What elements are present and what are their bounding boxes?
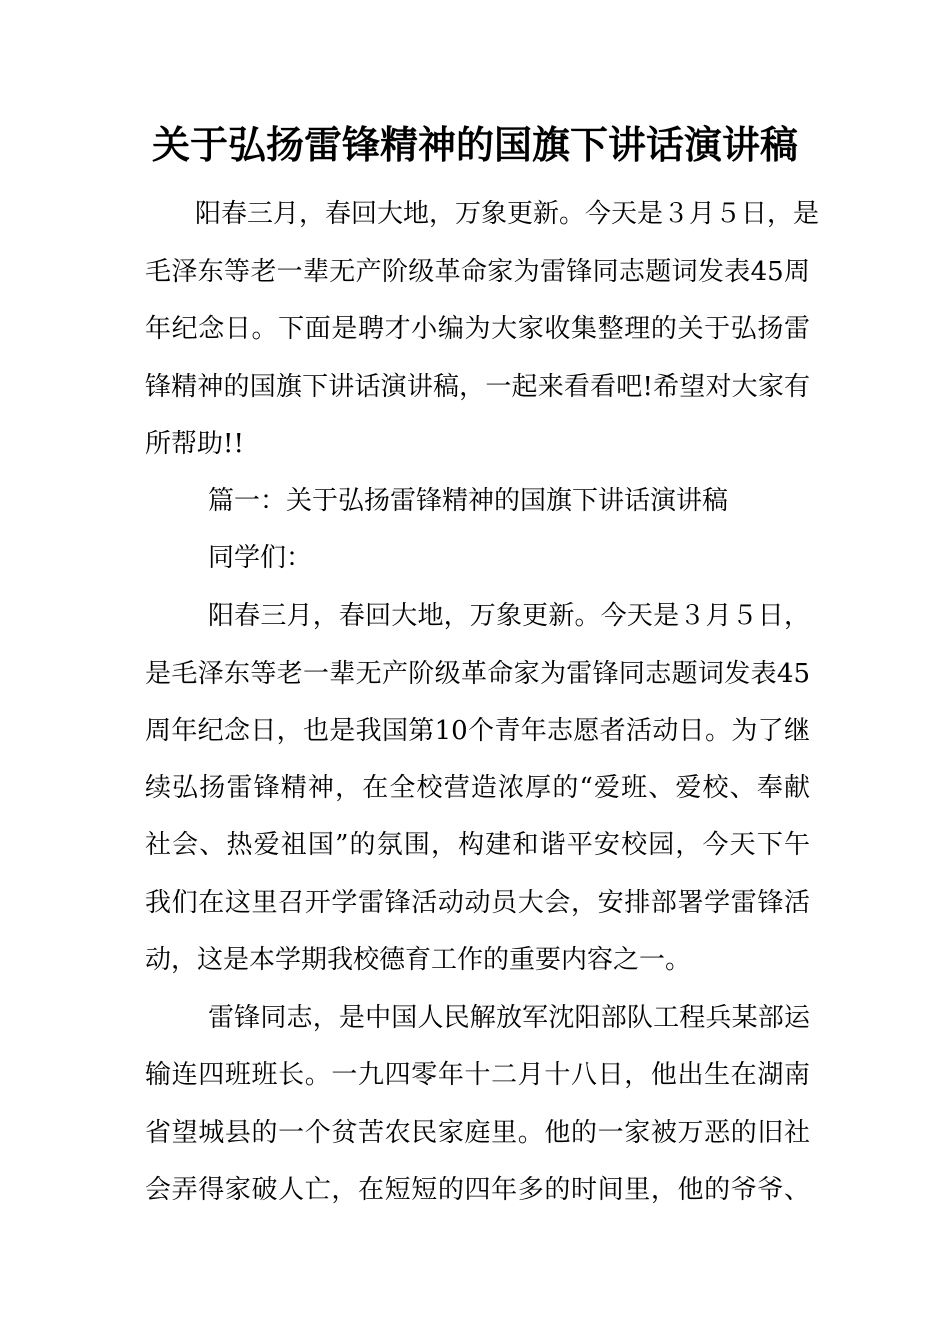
paragraph-1-line-1: 阳春三月，春回大地，万象更新。今天是３月５日，是: [195, 199, 820, 229]
paragraph-3-line-1: 雷锋同志，是中国人民解放军沈阳部队工程兵某部运: [208, 1003, 810, 1033]
paragraph-2-line-1: 阳春三月，春回大地，万象更新。今天是３月５日，: [208, 601, 810, 631]
paragraph-2-line-4: 续弘扬雷锋精神，在全校营造浓厚的“爱班、爱校、奉献: [145, 773, 810, 803]
salutation: 同学们：: [208, 543, 313, 573]
paragraph-1-line-3: 年纪念日。下面是聘才小编为大家收集整理的关于弘扬雷: [145, 314, 810, 344]
paragraph-2-line-7: 动，这是本学期我校德育工作的重要内容之一。: [145, 945, 692, 975]
paragraph-1-line-2: 毛泽东等老一辈无产阶级革命家为雷锋同志题词发表45周: [145, 257, 810, 287]
paragraph-2-line-2: 是毛泽东等老一辈无产阶级革命家为雷锋同志题词发表45: [145, 659, 810, 689]
paragraph-1-line-4: 锋精神的国旗下讲话演讲稿，一起来看看吧!希望对大家有: [145, 372, 810, 402]
paragraph-2-line-3: 周年纪念日，也是我国第10个青年志愿者活动日。为了继: [145, 716, 810, 746]
paragraph-3-line-2: 输连四班班长。一九四零年十二月十八日，他出生在湖南: [145, 1060, 810, 1090]
document-title: 关于弘扬雷锋精神的国旗下讲话演讲稿: [151, 123, 798, 167]
paragraph-2-line-6: 我们在这里召开学雷锋活动动员大会，安排部署学雷锋活: [145, 888, 810, 918]
section-heading: 篇一：关于弘扬雷锋精神的国旗下讲话演讲稿: [208, 486, 729, 516]
paragraph-3-line-3: 省望城县的一个贫苦农民家庭里。他的一家被万恶的旧社: [145, 1118, 810, 1148]
paragraph-2-line-5: 社会、热爱祖国”的氛围，构建和谐平安校园，今天下午: [145, 830, 810, 860]
paragraph-1-line-5: 所帮助!!: [145, 429, 244, 459]
paragraph-3-line-4: 会弄得家破人亡，在短短的四年多的时间里，他的爷爷、: [145, 1175, 810, 1205]
